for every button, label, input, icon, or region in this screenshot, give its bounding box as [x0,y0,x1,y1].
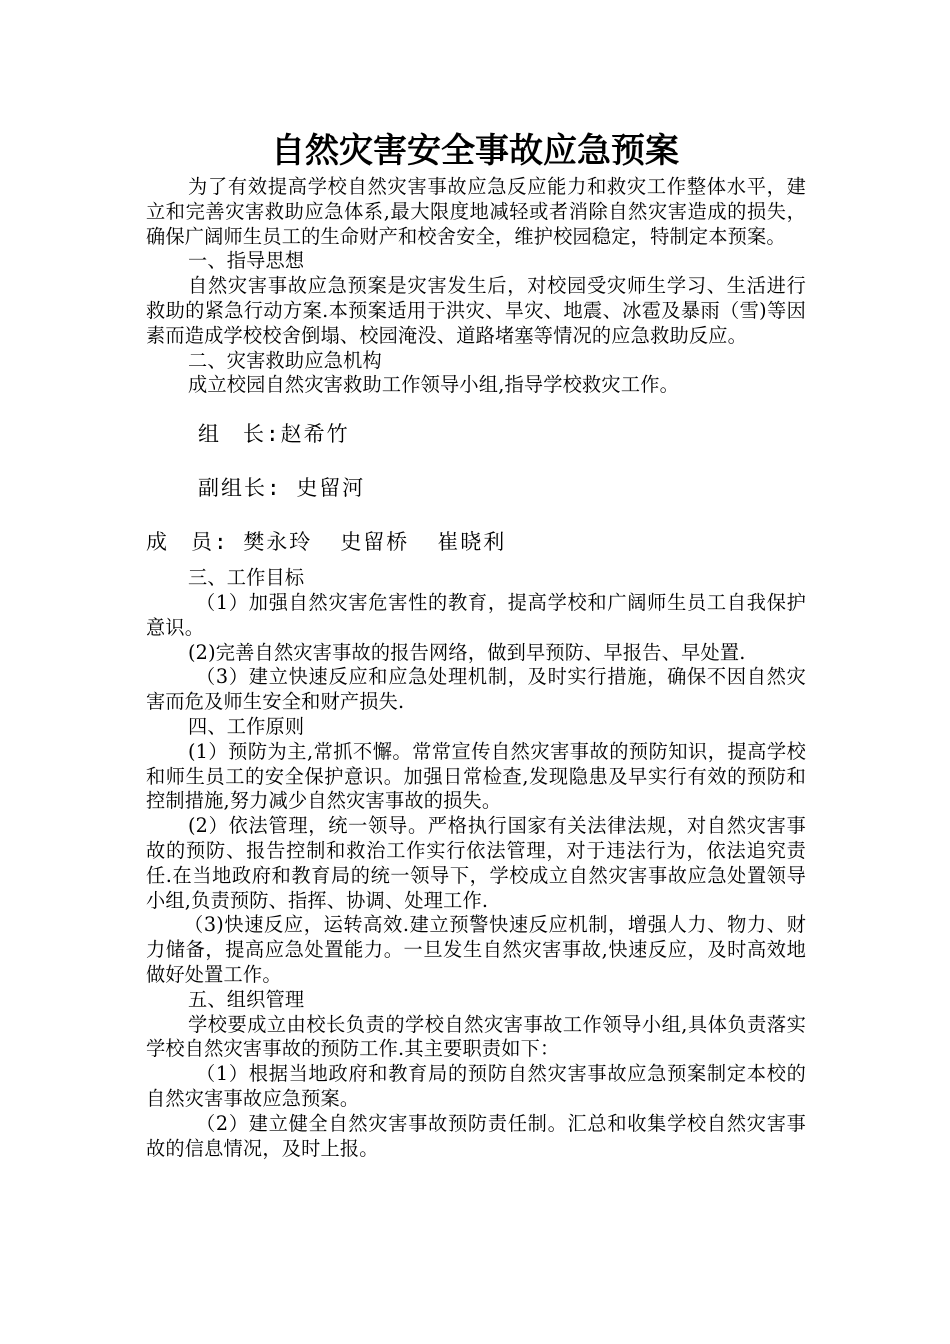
leader-label-b: 长: [243,422,281,447]
document-title: 自然灾害安全事故应急预案 [271,131,679,171]
section-3-heading: 三、工作目标 [188,566,305,590]
section-3-item: （1）加强自然灾害危害性的教育，提高学校和广阔师生员工自我保护意识。 [146,590,806,639]
section-5-text: 学校要成立由校长负责的学校自然灾害事故工作领导小组,具体负责落实学校自然灾害事故的预防工作.其主要职责如下： [146,1012,806,1061]
intro-paragraph: 为了有效提高学校自然灾害事故应急反应能力和救灾工作整体水平，建立和完善灾害救助应急体系,最大限度地减轻或者消除自然灾害造成的损失，确保广阔师生员工的生命财产和校舍安全，维护校园稳定，特制定本预案。 [146,175,806,248]
section-5-heading: 五、组织管理 [188,987,305,1011]
member-name: 崔晓利 [437,530,507,555]
members-label-a: 成 [146,530,169,555]
deputy-label: 副组长: [198,476,282,501]
section-4-item: (2）依法管理，统一领导。严格执行国家有关法律法规，对自然灾害事故的预防、报告控制和救治工作实行依法管理，对于违法行为，依法追究责任.在当地政府和教育局的统一领导下，学校成立自然灾害事故应急处置领导小组,负责预防、指挥、协调、处理工作. [146,814,806,912]
leader-line [146,422,806,446]
member-name: 史留桥 [340,530,410,555]
section-2-text: 成立校园自然灾害救助工作领导小组,指导学校救灾工作。 [188,373,679,397]
document-body [146,175,806,1161]
member-name: 樊永玲 [243,530,313,555]
section-1-heading: 一、指导思想 [188,249,305,273]
section-5-item: （2）建立健全自然灾害事故预防责任制。汇总和收集学校自然灾害事故的信息情况，及时上报。 [146,1111,806,1160]
leader-name: 赵希竹 [280,422,350,447]
members-line [146,530,806,554]
section-1-text: 自然灾害事故应急预案是灾害发生后，对校园受灾师生学习、生活进行救助的紧急行动方案.本预案适用于洪灾、旱灾、地震、冰雹及暴雨（雪)等因素而造成学校校舍倒塌、校园淹没、道路堵塞等情况的应急救助反应。 [146,274,806,347]
members-label-b: 员: [191,530,229,555]
section-2-heading: 二、灾害救助应急机构 [188,348,382,372]
section-4-item: (1）预防为主,常抓不懈。常常宣传自然灾害事故的预防知识，提高学校和师生员工的安全保护意识。加强日常检查,发现隐患及早实行有效的预防和控制措施,努力减少自然灾害事故的损失。 [146,739,806,813]
leader-label-a: 组 [198,422,221,447]
section-3-item: （3）建立快速反应和应急处理机制，及时实行措施，确保不因自然灾害而危及师生安全和财产损失. [146,665,806,714]
section-3-item: (2)完善自然灾害事故的报告网络，做到早预防、早报告、早处置. [188,640,746,664]
section-4-heading: 四、工作原则 [188,714,305,738]
section-4-item: （3)快速反应，运转高效.建立预警快速反应机制，增强人力、物力、财力储备，提高应急处置能力。一旦发生自然灾害事故,快速反应，及时高效地做好处置工作。 [146,913,806,986]
deputy-name: 史留河 [296,476,366,501]
section-5-item: （1）根据当地政府和教育局的预防自然灾害事故应急预案制定本校的自然灾害事故应急预案。 [146,1062,806,1110]
deputy-line [146,476,806,500]
